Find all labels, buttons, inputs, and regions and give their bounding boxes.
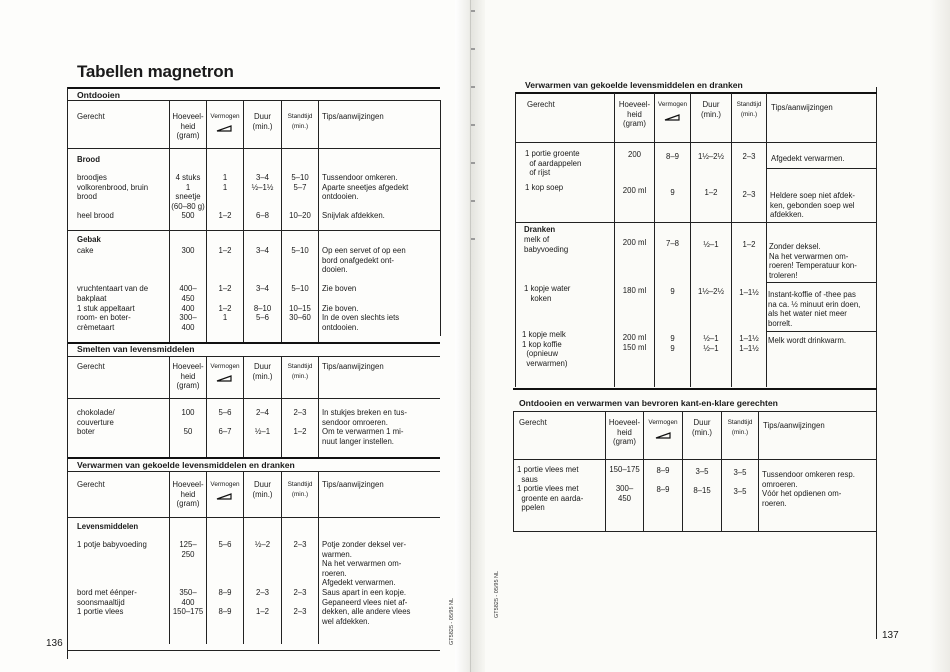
groente-tips: Afgedekt verwarmen.	[771, 154, 845, 163]
table-bottom-rule	[68, 650, 440, 651]
power-wedge-icon	[216, 493, 232, 500]
col-rule	[318, 357, 319, 457]
verwarmen-hoeveelheid: 125– 250 350– 400 150–175	[172, 540, 204, 617]
left-margin-rule	[67, 87, 68, 659]
gebak-tips: Op een servet of op een bord onafgedekt ont- dooien. Zie boven Zie boven. In de oven slechts iets ontdooien.	[322, 246, 406, 332]
col-rule	[318, 472, 319, 644]
gebak-hoeveelheid: 300 400– 450 400 300– 400	[179, 246, 197, 332]
brood-tips: Tussendoor omkeren. Aparte sneetjes afgedekt ontdooien. Snijvlak afdekken.	[322, 173, 409, 221]
verwarmen-vermogen: 5–6 8–9 8–9	[218, 540, 232, 617]
table-left-rule	[515, 92, 516, 387]
header-tips: Tips/aanwijzingen	[763, 421, 825, 430]
header-standtijd: Standtijd (min.)	[736, 101, 762, 118]
gebak-gerecht: cake vruchtentaart van de bakplaat 1 stuk appeltaart room- en boter- crèmetaart	[77, 246, 149, 332]
brood-vermogen: 1 1 1–2	[218, 173, 232, 221]
verwarmen-gerecht: 1 potje babyvoeding bord met éénper- soonsmaaltijd 1 portie vlees	[77, 540, 147, 617]
melk-tips: Zonder deksel. Na het verwarmen om- roeren! Temperatuur kon- troleren!	[769, 242, 857, 280]
table-rule	[68, 356, 440, 357]
melk2-gerecht: 1 kopje melk 1 kop koffie (opnieuw verwarmen)	[522, 330, 568, 368]
melk-hoeveelheid: 200 ml	[622, 238, 647, 247]
groente-vermogen: 8–9	[665, 152, 679, 161]
row-rule	[766, 331, 877, 332]
bevroren-standtijd: 3–5 3–5	[733, 468, 747, 497]
header-hoeveelheid: Hoeveel- heid (gram)	[172, 112, 204, 141]
soep-tips: Heldere soep niet afdek- ken, gebonden soep wel afdekken.	[770, 191, 855, 220]
smelten-gerecht: chokolade/ couverture boter	[77, 408, 115, 437]
bevroren-hoeveelheid: 150–175 300– 450	[609, 465, 640, 503]
row-rule	[515, 222, 877, 223]
row-rule	[68, 230, 440, 231]
header-duur: Duur (min.)	[252, 480, 273, 499]
header-tips: Tips/aanwijzingen	[322, 362, 384, 371]
table-rule	[68, 100, 440, 101]
table-rule	[513, 411, 877, 412]
soep-vermogen: 9	[670, 188, 675, 197]
header-tips: Tips/aanwijzingen	[322, 480, 384, 489]
header-vermogen: Vermogen	[657, 101, 688, 108]
power-wedge-icon	[655, 432, 671, 439]
power-wedge-icon	[664, 114, 680, 121]
page-title: Tabellen magnetron	[77, 62, 234, 81]
print-code: GT5825 - 05/95 NL	[449, 597, 455, 645]
melk-gerecht: melk of babyvoeding	[524, 235, 569, 254]
smelten-vermogen: 5–6 6–7	[218, 408, 232, 437]
verwarmen-duur: ½–2 2–3 1–2	[254, 540, 271, 617]
smelten-tips: In stukjes breken en tus- sendoor omroeren. Om te verwarmen 1 mi- nuut langer instellen.	[322, 408, 407, 446]
melk-duur: ½–1	[703, 240, 719, 249]
melk2-tips: Melk wordt drinkwarm.	[768, 336, 846, 345]
verwarmen-tips: Potje zonder deksel ver- warmen. Na het verwarmen om- roeren. Afgedekt verwarmen. Saus apart in een kopje. Gepaneerd vlees niet af- dekken, alle andere vlees wel afdekken.	[322, 540, 411, 626]
binding-marks	[471, 10, 475, 240]
section-title-ontdooien: Ontdooien	[77, 90, 120, 100]
section-rule	[513, 388, 877, 390]
brood-gerecht: broodjes volkorenbrood, bruin brood heel brood	[77, 173, 149, 221]
col-rule	[318, 101, 319, 342]
header-gerecht: Gerecht	[77, 480, 105, 489]
soep-standtijd: 2–3	[742, 190, 756, 199]
section-title-bevroren: Ontdooien en verwarmen van bevroren kant-en-klare gerechten	[519, 398, 778, 408]
gebak-vermogen: 1–2 1–2 1–2 1	[218, 246, 232, 323]
page-number-right: 137	[882, 630, 899, 641]
header-gerecht: Gerecht	[519, 418, 547, 427]
water-hoeveelheid: 180 ml	[622, 286, 647, 295]
soep-hoeveelheid: 200 ml	[622, 186, 647, 195]
brood-standtijd: 5–10 5–7 10–20	[289, 173, 311, 221]
col-rule	[758, 412, 759, 531]
table-right-rule	[440, 100, 441, 336]
header-hoeveelheid: Hoeveel- heid (gram)	[608, 418, 641, 447]
group-gebak: Gebak	[77, 235, 101, 244]
row-rule	[513, 459, 877, 460]
section-rule	[515, 92, 877, 94]
melk2-duur: ½–1 ½–1	[703, 334, 719, 353]
header-hoeveelheid: Hoeveel- heid (gram)	[172, 480, 204, 509]
table-rule	[68, 471, 440, 472]
groente-duur: 1½–2½	[697, 152, 724, 161]
row-rule	[766, 168, 877, 169]
melk-standtijd: 1–2	[742, 240, 756, 249]
water-vermogen: 9	[670, 287, 675, 296]
header-vermogen: Vermogen	[210, 363, 240, 370]
col-rule	[766, 93, 767, 387]
water-duur: 1½–2½	[697, 287, 724, 296]
section-title-smelten: Smelten van levensmiddelen	[77, 344, 195, 354]
row-rule	[68, 148, 440, 149]
header-duur: Duur (min.)	[252, 362, 273, 381]
power-wedge-icon	[216, 375, 232, 382]
header-tips: Tips/aanwijzingen	[771, 103, 833, 112]
row-rule	[68, 398, 440, 399]
header-standtijd: Standtijd (min.)	[287, 481, 313, 498]
header-duur: Duur (min.)	[252, 112, 273, 131]
groente-gerecht: 1 portie groente of aardappelen of rijst	[525, 149, 582, 178]
bevroren-tips: Tussendoor omkeren resp. omroeren. Vóór het opdienen om- roeren.	[762, 470, 855, 508]
header-standtijd: Standtijd (min.)	[287, 363, 313, 380]
table-bottom-rule	[513, 531, 877, 532]
table-left-rule	[513, 411, 514, 531]
bevroren-gerecht: 1 portie vlees met saus 1 portie vlees met groente en aarda- ppelen	[517, 465, 584, 513]
section-rule	[68, 457, 440, 459]
smelten-standtijd: 2–3 1–2	[293, 408, 307, 437]
header-duur: Duur (min.)	[701, 100, 721, 119]
section-title-verwarmen: Verwarmen van gekoelde levensmiddelen en dranken	[525, 80, 743, 90]
section-rule	[68, 87, 440, 89]
gebak-standtijd: 5–10 5–10 10–15 30–60	[289, 246, 311, 323]
header-gerecht: Gerecht	[77, 362, 105, 371]
water-standtijd: 1–1½	[739, 288, 759, 297]
group-brood: Brood	[77, 155, 100, 164]
page-number-left: 136	[46, 638, 63, 649]
header-duur: Duur (min.)	[692, 418, 712, 437]
soep-gerecht: 1 kop soep	[525, 183, 564, 192]
header-hoeveelheid: Hoeveel- heid (gram)	[618, 100, 651, 129]
groente-hoeveelheid: 200	[627, 150, 641, 159]
melk-vermogen: 7–8	[665, 239, 679, 248]
power-wedge-icon	[216, 125, 232, 132]
header-vermogen: Vermogen	[648, 419, 678, 426]
header-hoeveelheid: Hoeveel- heid (gram)	[172, 362, 204, 391]
groente-standtijd: 2–3	[742, 152, 756, 161]
row-rule	[68, 517, 440, 518]
group-dranken: Dranken	[524, 225, 556, 234]
header-tips: Tips/aanwijzingen	[322, 112, 384, 121]
melk2-vermogen: 9 9	[670, 334, 675, 353]
gebak-duur: 3–4 3–4 8–10 5–6	[253, 246, 272, 323]
soep-duur: 1–2	[704, 188, 718, 197]
page-edge-shadow	[930, 0, 950, 672]
section-title-verwarmen: Verwarmen van gekoelde levensmiddelen en dranken	[77, 460, 295, 470]
verwarmen-standtijd: 2–3 2–3 2–3	[293, 540, 307, 617]
header-gerecht: Gerecht	[527, 100, 555, 109]
header-vermogen: Vermogen	[210, 113, 240, 120]
group-levensmiddelen: Levensmiddelen	[77, 522, 139, 531]
water-gerecht: 1 kopje water koken	[524, 284, 571, 303]
row-rule	[515, 142, 877, 143]
header-gerecht: Gerecht	[77, 112, 105, 121]
brood-hoeveelheid: 4 stuks 1 sneetje (60–80 g) 500	[171, 173, 205, 221]
header-standtijd: Standtijd (min.)	[727, 419, 753, 436]
melk2-standtijd: 1–1½ 1–1½	[739, 334, 759, 353]
header-vermogen: Vermogen	[210, 481, 240, 488]
melk2-hoeveelheid: 200 ml 150 ml	[622, 333, 647, 352]
bevroren-vermogen: 8–9 8–9	[656, 466, 670, 495]
smelten-hoeveelheid: 100 50	[181, 408, 195, 437]
header-standtijd: Standtijd (min.)	[287, 113, 313, 130]
smelten-duur: 2–4 ½–1	[254, 408, 271, 437]
print-code: GT5825 - 05/95 NL	[494, 570, 500, 618]
row-rule	[766, 282, 877, 283]
water-tips: Instant-koffie of -thee pas na ca. ½ minuut erin doen, als het water niet meer borrelt.	[768, 290, 861, 328]
col-rule	[206, 357, 207, 457]
bevroren-duur: 3–5 8–15	[693, 467, 711, 496]
right-margin-rule	[876, 87, 877, 639]
brood-duur: 3–4 ½–1½ 6–8	[251, 173, 274, 221]
